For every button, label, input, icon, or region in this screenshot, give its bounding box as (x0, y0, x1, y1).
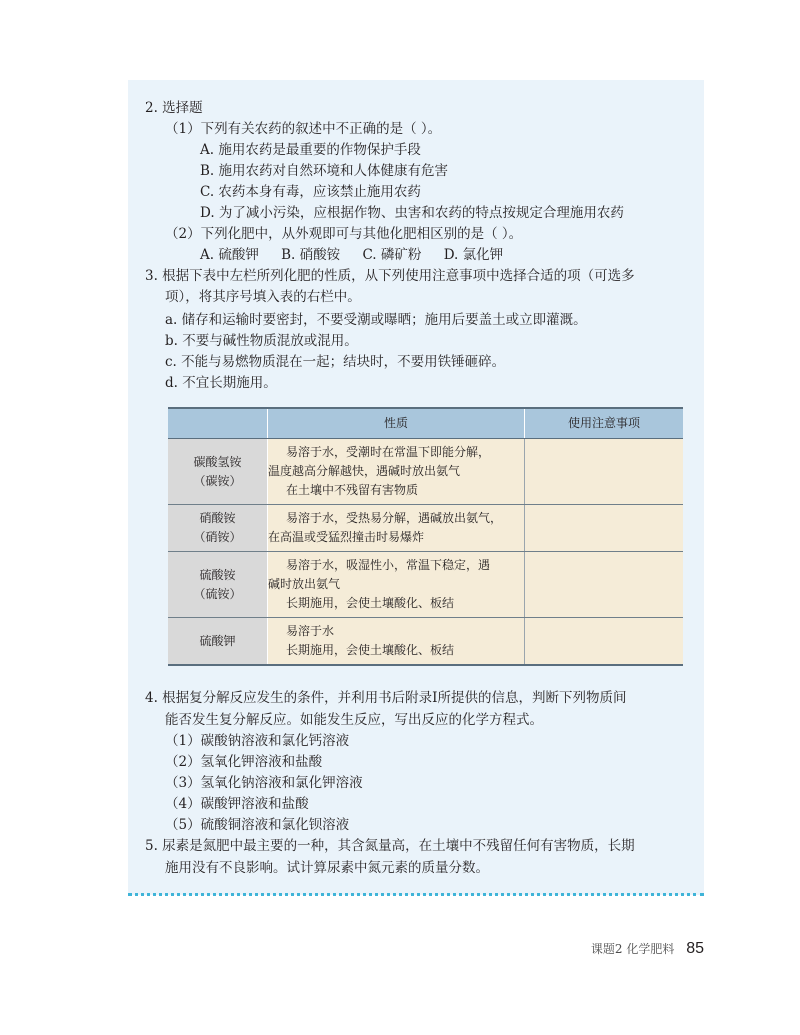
property-line: 碱时放出氨气 (268, 577, 341, 591)
table-row (168, 552, 683, 618)
fertilizer-table (168, 407, 683, 666)
question-4-item-3: （3）氢氧化钠溶液和氯化钾溶液 (165, 775, 363, 791)
question-3-line-1: 3. 根据下表中左栏所列化肥的性质，从下列使用注意事项中选择合适的项（可选多 (145, 268, 635, 284)
property-line: 易溶于水，吸湿性小，常温下稳定，遇 (286, 558, 491, 572)
question-4-item-2: （2）氢氧化钾溶液和盐酸 (165, 754, 323, 770)
property-line: 长期施用，会使土壤酸化、板结 (286, 596, 455, 610)
fertilizer-alias: （硝铵） (193, 530, 242, 544)
property-line: 易溶于水 (286, 624, 335, 638)
question-2-2-option-c: C. 磷矿粉 (362, 247, 422, 263)
property-line: 易溶于水，受潮时在常温下即能分解， (286, 445, 491, 459)
usage-cell (525, 618, 684, 666)
fertilizer-alias: （硫铵） (193, 586, 242, 601)
question-2-1-option-d: D. 为了减小污染，应根据作物、虫害和农药的特点按规定合理施用农药 (200, 205, 624, 221)
properties-cell (268, 505, 525, 552)
question-3-note-a: a. 储存和运输时要密封，不要受潮或曝晒；施用后要盖土或立即灌溉。 (165, 312, 587, 328)
table-header-name (168, 408, 268, 439)
question-5-line-1: 5. 尿素是氮肥中最主要的一种，其含氮量高，在土壤中不残留任何有害物质，长期 (145, 838, 635, 854)
question-3-note-c: c. 不能与易燃物质混在一起；结块时，不要用铁锤砸碎。 (165, 354, 506, 370)
fertilizer-name-cell (168, 552, 268, 618)
question-3-line-2: 项），将其序号填入表的右栏中。 (165, 289, 361, 305)
question-2-1-option-b: B. 施用农药对自然环境和人体健康有危害 (200, 163, 449, 179)
question-2-2-option-b: B. 硝酸铵 (281, 247, 341, 263)
question-3-note-d: d. 不宜长期施用。 (165, 375, 277, 391)
table-row (168, 618, 683, 666)
fertilizer-name-cell (168, 439, 268, 505)
question-2-2-option-d: D. 氯化钾 (443, 247, 504, 263)
usage-cell (525, 505, 684, 552)
question-2-1-option-a: A. 施用农药是最重要的作物保护手段 (200, 142, 421, 158)
usage-cell (525, 439, 684, 505)
fertilizer-name-cell (168, 618, 268, 666)
question-2-2-options (200, 245, 521, 265)
question-4-line-2: 能否发生复分解反应。如能发生反应，写出反应的化学方程式。 (165, 712, 543, 728)
page-number: 85 (686, 940, 704, 957)
fertilizer-name-cell (168, 505, 268, 552)
question-5-line-2: 施用没有不良影响。试计算尿素中氮元素的质量分数。 (165, 860, 489, 876)
property-line: 在高温或受猛烈撞击时易爆炸 (268, 530, 425, 544)
property-line: 在土壤中不残留有害物质 (286, 483, 419, 497)
properties-cell (268, 439, 525, 505)
question-2-1-stem: （1）下列有关农药的叙述中不正确的是（ ）。 (165, 121, 442, 137)
property-line: 易溶于水，受热易分解，遇碱放出氨气， (286, 511, 503, 525)
properties-cell (268, 618, 525, 666)
question-4-item-1: （1）碳酸钠溶液和氯化钙溶液 (165, 733, 350, 749)
property-line: 长期施用，会使土壤酸化、板结 (286, 643, 455, 657)
property-line: 温度越高分解越快，遇碱时放出氨气 (268, 464, 461, 478)
fertilizer-name: 硫酸钾 (199, 633, 236, 648)
page-footer (591, 940, 704, 958)
question-3-note-b: b. 不要与碱性物质混放或混用。 (165, 333, 358, 349)
fertilizer-name: 硝酸铵 (199, 511, 236, 525)
fertilizer-alias: （碳铵） (193, 473, 242, 488)
chapter-label: 课题2 化学肥料 (590, 942, 675, 956)
table-header-row (168, 408, 683, 439)
usage-cell (525, 552, 684, 618)
question-4-item-4: （4）碳酸钾溶液和盐酸 (165, 796, 309, 812)
table-row (168, 505, 683, 552)
properties-cell (268, 552, 525, 618)
fertilizer-name: 硫酸铵 (199, 567, 236, 582)
dotted-divider (128, 893, 704, 896)
question-4-item-5: （5）硫酸铜溶液和氯化钡溶液 (165, 817, 350, 833)
question-4-line-1: 4. 根据复分解反应发生的条件，并利用书后附录Ⅰ所提供的信息，判断下列物质间 (145, 690, 627, 706)
table-row (168, 439, 683, 505)
fertilizer-name: 碳酸氢铵 (193, 454, 242, 469)
table-header-properties: 性质 (268, 408, 525, 439)
question-2-heading: 2. 选择题 (145, 100, 203, 116)
table-header-usage: 使用注意事项 (525, 408, 684, 439)
question-2-2-stem: （2）下列化肥中，从外观即可与其他化肥相区别的是（ ）。 (165, 226, 523, 242)
question-2-2-option-a: A. 硫酸钾 (200, 247, 259, 263)
question-2-1-option-c: C. 农药本身有毒，应该禁止施用农药 (200, 184, 421, 200)
